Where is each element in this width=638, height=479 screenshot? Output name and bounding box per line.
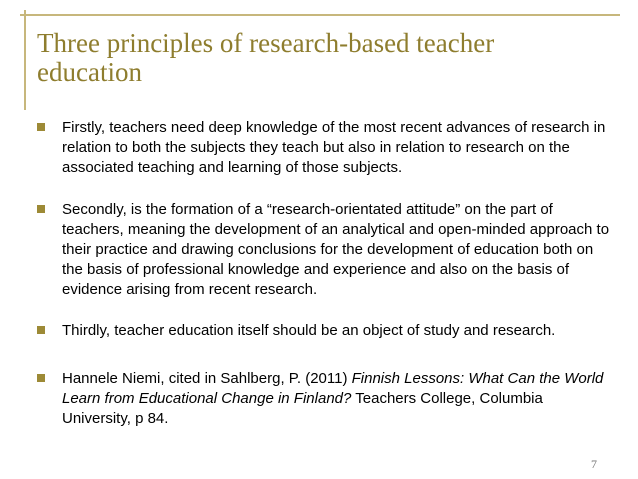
citation-text: [62, 369, 612, 429]
square-bullet-icon: [37, 326, 45, 334]
square-bullet-icon: [37, 205, 45, 213]
bullet-text-thirdly: Thirdly, teacher education itself should be an object of study and research.: [62, 322, 556, 339]
bullet-text-secondly: Secondly, is the formation of a “research-orientated attitude” on the part of teachers, meaning the development of an analytical and open-minded approach to their practice and drawing conclusions for the development of education both on the basis of professional knowledge and experience and also on the basis of evidence arising from recent research.: [62, 201, 610, 298]
citation-prefix: Hannele Niemi, cited in Sahlberg, P. (2011): [62, 370, 352, 387]
bullet-text-firstly: Firstly, teachers need deep knowledge of the most recent advances of research in relation to both the subjects they teach but also in relation to research on the associated teaching and learning of those subjects.: [62, 119, 606, 176]
decorative-frame-horizontal-line: [20, 14, 620, 16]
bullet-item-citation: [37, 369, 612, 429]
slide-title-line-2: education: [37, 57, 142, 87]
square-bullet-icon: [37, 374, 45, 382]
slide-title-line-1: Three principles of research-based teacher: [37, 28, 495, 58]
decorative-frame-vertical-line: [24, 10, 26, 110]
bullet-item-secondly: [37, 200, 612, 300]
bullet-item-firstly: [37, 118, 612, 178]
square-bullet-icon: [37, 123, 45, 131]
citation-suffix: Teachers College, Columbia University, p 84.: [62, 390, 543, 427]
page-number: 7: [591, 457, 597, 471]
bullet-item-thirdly: [37, 321, 612, 341]
citation-book-title: Finnish Lessons: What Can the World Learn from Educational Change in Finland?: [62, 370, 604, 407]
slide-title: [37, 29, 617, 87]
